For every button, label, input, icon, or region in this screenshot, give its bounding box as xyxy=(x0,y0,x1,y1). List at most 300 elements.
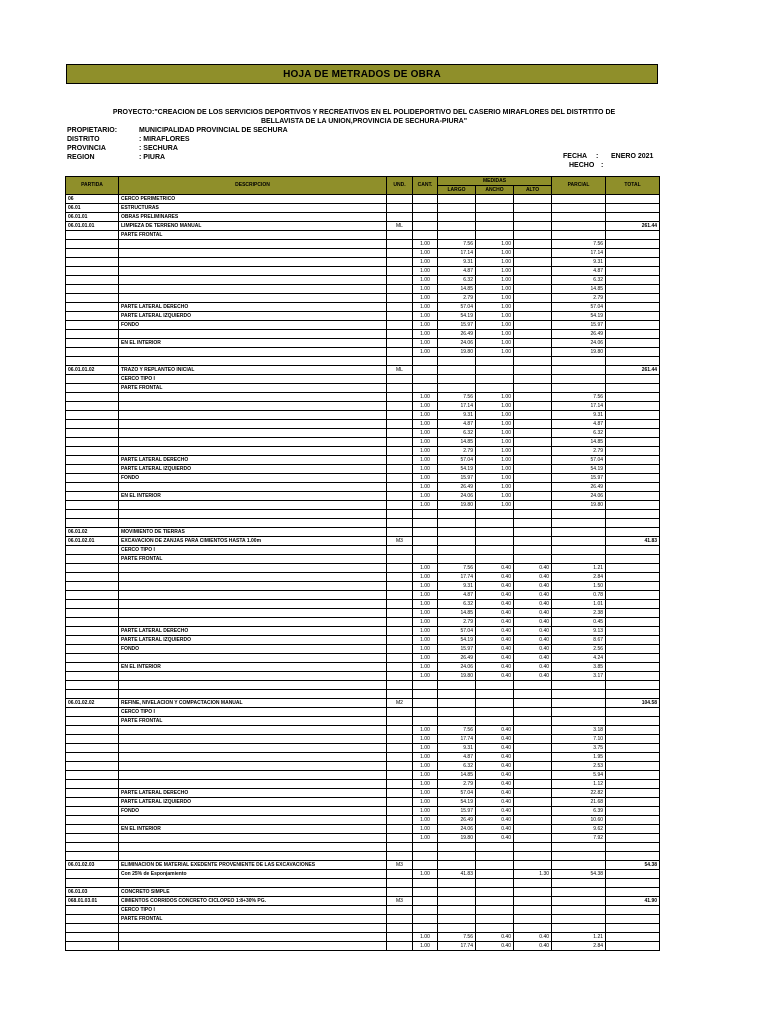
cell-parcial: 3.75 xyxy=(552,744,606,753)
cell-parcial: 57.04 xyxy=(552,303,606,312)
cell-und xyxy=(387,195,413,204)
cell-alto: 0.40 xyxy=(514,591,552,600)
provincia-row xyxy=(67,144,178,153)
cell-descripcion xyxy=(119,843,387,852)
cell-total xyxy=(606,267,660,276)
cell-und xyxy=(387,267,413,276)
cell-descripcion: PARTE FRONTAL xyxy=(119,231,387,240)
cell-und xyxy=(387,771,413,780)
cell-ancho: 1.00 xyxy=(476,276,514,285)
cell-cant: 1.00 xyxy=(413,807,438,816)
cell-largo: 19.80 xyxy=(438,348,476,357)
cell-total xyxy=(606,564,660,573)
cell-alto xyxy=(514,420,552,429)
cell-alto xyxy=(514,897,552,906)
cell-cant: 1.00 xyxy=(413,402,438,411)
cell-descripcion: ESTRUCTURAS xyxy=(119,204,387,213)
cell-alto: 1.30 xyxy=(514,870,552,879)
cell-partida xyxy=(66,411,119,420)
cell-partida xyxy=(66,591,119,600)
cell-parcial: 9.31 xyxy=(552,258,606,267)
cell-total xyxy=(606,294,660,303)
cell-und xyxy=(387,276,413,285)
cell-partida xyxy=(66,330,119,339)
cell-cant: 1.00 xyxy=(413,249,438,258)
cell-cant xyxy=(413,555,438,564)
cell-largo: 4.87 xyxy=(438,753,476,762)
cell-partida xyxy=(66,357,119,366)
cell-ancho: 0.40 xyxy=(476,753,514,762)
cell-cant: 1.00 xyxy=(413,474,438,483)
cell-largo: 26.49 xyxy=(438,816,476,825)
cell-largo: 7.56 xyxy=(438,564,476,573)
cell-ancho xyxy=(476,375,514,384)
cell-partida: 06.01.01.02 xyxy=(66,366,119,375)
cell-largo: 2.79 xyxy=(438,780,476,789)
cell-partida xyxy=(66,303,119,312)
cell-alto xyxy=(514,222,552,231)
cell-total xyxy=(606,438,660,447)
cell-und xyxy=(387,258,413,267)
cell-alto xyxy=(514,717,552,726)
cell-total xyxy=(606,924,660,933)
cell-parcial: 26.49 xyxy=(552,483,606,492)
sheet-title-bar xyxy=(66,64,658,84)
cell-ancho: 1.00 xyxy=(476,456,514,465)
cell-cant: 1.00 xyxy=(413,780,438,789)
header-und: UND. xyxy=(387,177,413,195)
table-row xyxy=(66,258,660,267)
cell-parcial: 3.85 xyxy=(552,663,606,672)
cell-total: 54.38 xyxy=(606,861,660,870)
cell-descripcion: PARTE LATERAL DERECHO xyxy=(119,627,387,636)
cell-und xyxy=(387,672,413,681)
cell-alto xyxy=(514,762,552,771)
cell-ancho: 0.40 xyxy=(476,591,514,600)
project-description xyxy=(70,108,658,126)
region-row xyxy=(67,153,165,162)
cell-cant: 1.00 xyxy=(413,483,438,492)
cell-parcial xyxy=(552,717,606,726)
cell-partida xyxy=(66,393,119,402)
table-row xyxy=(66,690,660,699)
cell-partida xyxy=(66,924,119,933)
cell-alto xyxy=(514,330,552,339)
cell-parcial xyxy=(552,357,606,366)
cell-partida xyxy=(66,663,119,672)
cell-descripcion xyxy=(119,771,387,780)
cell-alto xyxy=(514,258,552,267)
cell-cant xyxy=(413,888,438,897)
cell-alto xyxy=(514,402,552,411)
cell-descripcion: PARTE LATERAL DERECHO xyxy=(119,789,387,798)
cell-cant: 1.00 xyxy=(413,636,438,645)
table-row xyxy=(66,438,660,447)
cell-ancho: 0.40 xyxy=(476,645,514,654)
cell-parcial xyxy=(552,231,606,240)
table-row xyxy=(66,600,660,609)
cell-largo: 15.97 xyxy=(438,807,476,816)
cell-cant: 1.00 xyxy=(413,429,438,438)
cell-parcial: 24.06 xyxy=(552,492,606,501)
cell-largo: 26.49 xyxy=(438,654,476,663)
cell-parcial: 4.87 xyxy=(552,420,606,429)
propietario-value: MUNICIPALIDAD PROVINCIAL DE SECHURA xyxy=(139,127,288,134)
cell-alto xyxy=(514,456,552,465)
cell-alto xyxy=(514,834,552,843)
cell-parcial xyxy=(552,888,606,897)
cell-partida xyxy=(66,762,119,771)
cell-total xyxy=(606,528,660,537)
cell-cant: 1.00 xyxy=(413,942,438,951)
cell-und xyxy=(387,303,413,312)
cell-total xyxy=(606,546,660,555)
cell-descripcion xyxy=(119,879,387,888)
cell-ancho: 1.00 xyxy=(476,330,514,339)
cell-largo: 14.85 xyxy=(438,438,476,447)
cell-ancho: 1.00 xyxy=(476,294,514,303)
cell-largo: 2.79 xyxy=(438,618,476,627)
cell-partida xyxy=(66,447,119,456)
table-row xyxy=(66,501,660,510)
cell-cant xyxy=(413,708,438,717)
cell-ancho: 0.40 xyxy=(476,654,514,663)
cell-und xyxy=(387,789,413,798)
cell-cant: 1.00 xyxy=(413,663,438,672)
table-row xyxy=(66,654,660,663)
cell-descripcion: PARTE FRONTAL xyxy=(119,915,387,924)
cell-ancho: 0.40 xyxy=(476,573,514,582)
cell-und xyxy=(387,663,413,672)
cell-total xyxy=(606,582,660,591)
cell-cant xyxy=(413,915,438,924)
cell-total xyxy=(606,330,660,339)
cell-ancho: 1.00 xyxy=(476,303,514,312)
cell-parcial: 17.14 xyxy=(552,402,606,411)
cell-largo: 57.04 xyxy=(438,627,476,636)
cell-und xyxy=(387,852,413,861)
cell-ancho xyxy=(476,555,514,564)
cell-alto: 0.40 xyxy=(514,627,552,636)
cell-descripcion xyxy=(119,510,387,519)
cell-largo xyxy=(438,915,476,924)
cell-alto: 0.40 xyxy=(514,663,552,672)
table-row xyxy=(66,195,660,204)
cell-parcial xyxy=(552,861,606,870)
cell-parcial: 0.78 xyxy=(552,591,606,600)
cell-cant: 1.00 xyxy=(413,438,438,447)
cell-ancho xyxy=(476,870,514,879)
cell-alto xyxy=(514,366,552,375)
cell-descripcion: FONDO xyxy=(119,474,387,483)
cell-descripcion xyxy=(119,429,387,438)
cell-alto xyxy=(514,708,552,717)
table-row xyxy=(66,618,660,627)
cell-largo: 19.80 xyxy=(438,672,476,681)
cell-cant: 1.00 xyxy=(413,321,438,330)
cell-cant: 1.00 xyxy=(413,465,438,474)
cell-und xyxy=(387,384,413,393)
cell-largo: 57.04 xyxy=(438,789,476,798)
cell-ancho: 1.00 xyxy=(476,312,514,321)
cell-cant: 1.00 xyxy=(413,339,438,348)
cell-total xyxy=(606,834,660,843)
cell-ancho xyxy=(476,222,514,231)
cell-ancho: 0.40 xyxy=(476,744,514,753)
propietario-label: PROPIETARIO: xyxy=(67,127,118,134)
cell-und xyxy=(387,456,413,465)
cell-partida xyxy=(66,600,119,609)
cell-alto xyxy=(514,915,552,924)
cell-descripcion: EN EL INTERIOR xyxy=(119,492,387,501)
cell-und xyxy=(387,636,413,645)
table-row xyxy=(66,924,660,933)
cell-ancho xyxy=(476,366,514,375)
cell-cant: 1.00 xyxy=(413,573,438,582)
cell-largo xyxy=(438,384,476,393)
cell-descripcion xyxy=(119,681,387,690)
table-row xyxy=(66,285,660,294)
cell-parcial: 8.67 xyxy=(552,636,606,645)
cell-ancho: 0.40 xyxy=(476,771,514,780)
cell-cant xyxy=(413,375,438,384)
cell-ancho: 0.40 xyxy=(476,636,514,645)
cell-total: 41.90 xyxy=(606,897,660,906)
cell-und xyxy=(387,348,413,357)
fecha-separator: : xyxy=(596,153,599,160)
table-row xyxy=(66,555,660,564)
cell-cant: 1.00 xyxy=(413,600,438,609)
cell-total xyxy=(606,420,660,429)
cell-total xyxy=(606,213,660,222)
cell-largo: 14.85 xyxy=(438,771,476,780)
cell-und xyxy=(387,465,413,474)
table-row xyxy=(66,573,660,582)
cell-parcial: 1.50 xyxy=(552,582,606,591)
cell-parcial: 14.85 xyxy=(552,438,606,447)
cell-total xyxy=(606,618,660,627)
cell-total xyxy=(606,672,660,681)
cell-total xyxy=(606,762,660,771)
cell-partida xyxy=(66,870,119,879)
cell-alto xyxy=(514,528,552,537)
cell-parcial: 3.17 xyxy=(552,672,606,681)
cell-ancho xyxy=(476,546,514,555)
metrados-table-body xyxy=(66,195,660,951)
cell-alto xyxy=(514,726,552,735)
table-row xyxy=(66,897,660,906)
table-row xyxy=(66,276,660,285)
cell-alto xyxy=(514,699,552,708)
cell-und xyxy=(387,330,413,339)
cell-total xyxy=(606,411,660,420)
cell-largo xyxy=(438,213,476,222)
cell-parcial: 19.80 xyxy=(552,348,606,357)
table-row xyxy=(66,753,660,762)
cell-alto xyxy=(514,240,552,249)
cell-descripcion: PARTE LATERAL IZQUIERDO xyxy=(119,312,387,321)
cell-alto xyxy=(514,384,552,393)
cell-total xyxy=(606,735,660,744)
cell-largo xyxy=(438,366,476,375)
cell-partida xyxy=(66,501,119,510)
cell-partida xyxy=(66,780,119,789)
provincia-value: : SECHURA xyxy=(139,145,178,152)
cell-cant xyxy=(413,861,438,870)
cell-parcial: 15.97 xyxy=(552,474,606,483)
cell-ancho: 0.40 xyxy=(476,762,514,771)
cell-largo: 57.04 xyxy=(438,456,476,465)
cell-partida xyxy=(66,807,119,816)
cell-total xyxy=(606,303,660,312)
cell-und xyxy=(387,816,413,825)
cell-und xyxy=(387,708,413,717)
cell-parcial xyxy=(552,897,606,906)
cell-descripcion xyxy=(119,402,387,411)
cell-partida xyxy=(66,906,119,915)
cell-und xyxy=(387,807,413,816)
cell-largo xyxy=(438,375,476,384)
cell-und xyxy=(387,942,413,951)
cell-ancho: 0.40 xyxy=(476,672,514,681)
cell-ancho: 1.00 xyxy=(476,240,514,249)
table-row xyxy=(66,699,660,708)
cell-alto xyxy=(514,735,552,744)
cell-und xyxy=(387,240,413,249)
cell-partida xyxy=(66,564,119,573)
cell-largo: 4.87 xyxy=(438,267,476,276)
cell-descripcion: FONDO xyxy=(119,321,387,330)
cell-descripcion: REFINE, NIVELACION Y COMPACTACION MANUAL xyxy=(119,699,387,708)
cell-parcial: 7.56 xyxy=(552,240,606,249)
cell-parcial xyxy=(552,384,606,393)
cell-descripcion xyxy=(119,285,387,294)
cell-und xyxy=(387,618,413,627)
cell-parcial: 0.45 xyxy=(552,618,606,627)
cell-largo xyxy=(438,510,476,519)
cell-descripcion xyxy=(119,735,387,744)
table-row xyxy=(66,348,660,357)
cell-alto xyxy=(514,888,552,897)
cell-largo: 15.97 xyxy=(438,645,476,654)
cell-und xyxy=(387,654,413,663)
cell-partida: 06.01.01.01 xyxy=(66,222,119,231)
cell-parcial: 2.79 xyxy=(552,294,606,303)
cell-ancho: 0.40 xyxy=(476,834,514,843)
cell-cant: 1.00 xyxy=(413,672,438,681)
cell-descripcion xyxy=(119,438,387,447)
cell-largo xyxy=(438,231,476,240)
cell-cant: 1.00 xyxy=(413,501,438,510)
cell-parcial xyxy=(552,375,606,384)
cell-partida: 06.01.03 xyxy=(66,888,119,897)
cell-alto xyxy=(514,429,552,438)
cell-und xyxy=(387,762,413,771)
cell-cant: 1.00 xyxy=(413,933,438,942)
cell-descripcion: FONDO xyxy=(119,645,387,654)
cell-descripcion: CERCO PERIMETRICO xyxy=(119,195,387,204)
cell-cant: 1.00 xyxy=(413,240,438,249)
cell-und xyxy=(387,582,413,591)
cell-total xyxy=(606,483,660,492)
cell-und xyxy=(387,906,413,915)
cell-largo: 17.14 xyxy=(438,402,476,411)
provincia-label: PROVINCIA xyxy=(67,145,106,152)
cell-und xyxy=(387,393,413,402)
cell-cant: 1.00 xyxy=(413,798,438,807)
cell-und xyxy=(387,249,413,258)
cell-und xyxy=(387,528,413,537)
cell-total xyxy=(606,753,660,762)
cell-und xyxy=(387,510,413,519)
cell-parcial xyxy=(552,906,606,915)
cell-partida: 06.01.02.02 xyxy=(66,699,119,708)
cell-descripcion: ELIMINACION DE MATERIAL EXEDENTE PROVENIENTE DE LAS EXCAVACIONES xyxy=(119,861,387,870)
cell-total xyxy=(606,843,660,852)
cell-cant: 1.00 xyxy=(413,564,438,573)
cell-descripcion: CERCO TIPO I xyxy=(119,375,387,384)
cell-descripcion xyxy=(119,780,387,789)
table-row xyxy=(66,933,660,942)
cell-partida xyxy=(66,843,119,852)
cell-und xyxy=(387,690,413,699)
cell-descripcion xyxy=(119,591,387,600)
cell-descripcion xyxy=(119,762,387,771)
cell-und xyxy=(387,420,413,429)
cell-cant: 1.00 xyxy=(413,348,438,357)
cell-descripcion xyxy=(119,240,387,249)
distrito-label: DISTRITO xyxy=(67,136,100,143)
cell-cant xyxy=(413,357,438,366)
cell-ancho: 1.00 xyxy=(476,483,514,492)
cell-largo: 24.06 xyxy=(438,663,476,672)
cell-ancho xyxy=(476,699,514,708)
cell-und xyxy=(387,645,413,654)
table-row xyxy=(66,546,660,555)
cell-total xyxy=(606,285,660,294)
cell-alto xyxy=(514,681,552,690)
cell-partida xyxy=(66,429,119,438)
cell-alto xyxy=(514,303,552,312)
cell-total: 261.44 xyxy=(606,366,660,375)
cell-und xyxy=(387,483,413,492)
cell-largo: 4.87 xyxy=(438,591,476,600)
cell-cant: 1.00 xyxy=(413,618,438,627)
table-row xyxy=(66,564,660,573)
cell-cant xyxy=(413,690,438,699)
project-line-1: PROYECTO:"CREACION DE LOS SERVICIOS DEPORTIVOS Y RECREATIVOS EN EL POLIDEPORTIVO DEL CASERIO MIRAFLORES DEL DISTRTITO DE xyxy=(112,109,616,116)
cell-largo: 9.31 xyxy=(438,582,476,591)
cell-cant: 1.00 xyxy=(413,726,438,735)
cell-und xyxy=(387,546,413,555)
cell-largo: 57.04 xyxy=(438,303,476,312)
cell-largo: 15.97 xyxy=(438,321,476,330)
cell-ancho: 1.00 xyxy=(476,474,514,483)
cell-descripcion: PARTE FRONTAL xyxy=(119,555,387,564)
table-row xyxy=(66,249,660,258)
cell-descripcion: PARTE LATERAL IZQUIERDO xyxy=(119,798,387,807)
table-row xyxy=(66,627,660,636)
cell-cant: 1.00 xyxy=(413,771,438,780)
table-row xyxy=(66,609,660,618)
table-row xyxy=(66,465,660,474)
cell-partida: 068.01.03.01 xyxy=(66,897,119,906)
cell-ancho xyxy=(476,528,514,537)
cell-parcial: 15.97 xyxy=(552,321,606,330)
header-cant: CANT. xyxy=(413,177,438,195)
cell-descripcion xyxy=(119,834,387,843)
cell-total xyxy=(606,339,660,348)
